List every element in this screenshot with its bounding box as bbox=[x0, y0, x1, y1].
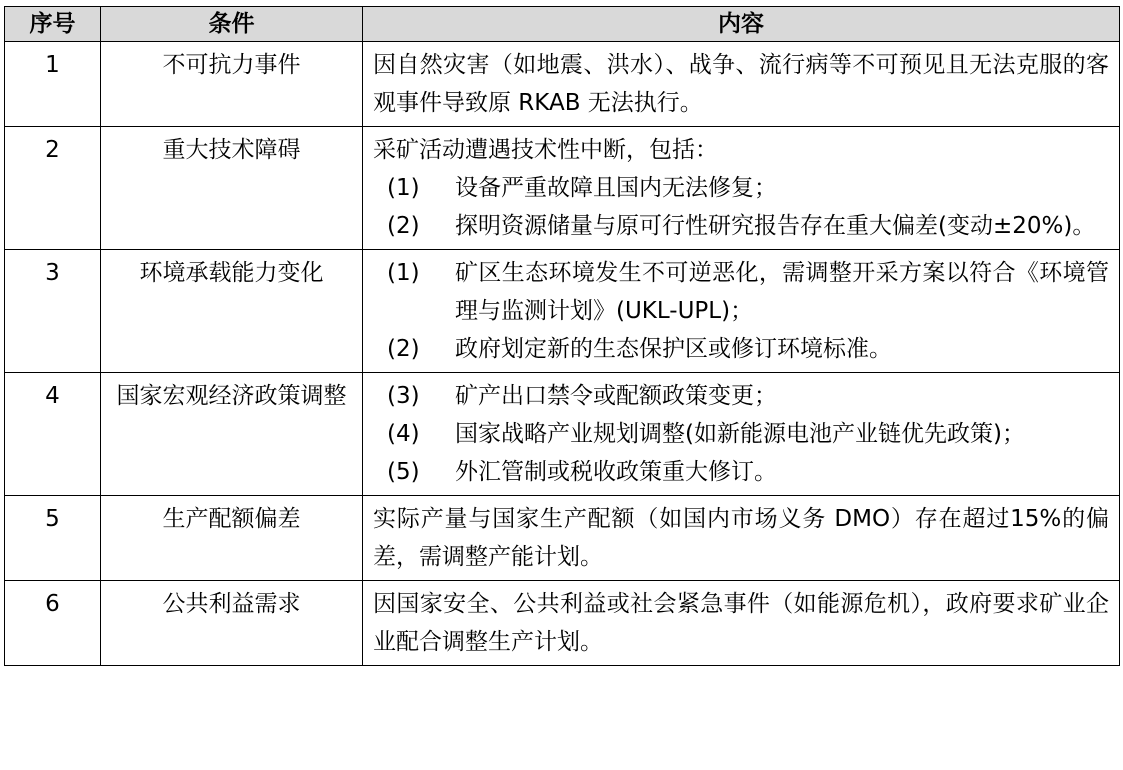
item-text: 探明资源储量与原可行性研究报告存在重大偏差(变动±20%)。 bbox=[455, 213, 1096, 239]
row-condition: 国家宏观经济政策调整 bbox=[101, 373, 363, 496]
row-content bbox=[363, 373, 1120, 496]
row-condition: 环境承载能力变化 bbox=[101, 250, 363, 373]
row-content: 因自然灾害（如地震、洪水）、战争、流行病等不可预见且无法克服的客观事件导致原 RKAB 无法执行。 bbox=[363, 42, 1120, 127]
header-content: 内容 bbox=[363, 7, 1120, 42]
item-marker: (3) bbox=[387, 383, 420, 409]
header-condition: 条件 bbox=[101, 7, 363, 42]
item-marker: (2) bbox=[387, 336, 420, 362]
row-condition: 生产配额偏差 bbox=[101, 496, 363, 581]
row-condition: 不可抗力事件 bbox=[101, 42, 363, 127]
list-item bbox=[373, 207, 1109, 245]
row-content bbox=[363, 127, 1120, 250]
row-content bbox=[363, 250, 1120, 373]
item-marker: (4) bbox=[387, 421, 420, 447]
table-row bbox=[5, 42, 1120, 127]
row-number: 1 bbox=[5, 42, 101, 127]
header-num: 序号 bbox=[5, 7, 101, 42]
conditions-table bbox=[4, 6, 1120, 666]
table-row bbox=[5, 373, 1120, 496]
table-row bbox=[5, 127, 1120, 250]
item-text: 政府划定新的生态保护区或修订环境标准。 bbox=[455, 336, 892, 362]
item-marker: (2) bbox=[387, 213, 420, 239]
list-item bbox=[373, 377, 1109, 415]
list-item bbox=[373, 169, 1109, 207]
content-intro: 采矿活动遭遇技术性中断，包括： bbox=[373, 137, 718, 163]
row-number: 3 bbox=[5, 250, 101, 373]
item-marker: (5) bbox=[387, 459, 420, 485]
row-number: 6 bbox=[5, 581, 101, 666]
item-text: 矿产出口禁令或配额政策变更； bbox=[455, 383, 777, 409]
row-content: 因国家安全、公共利益或社会紧急事件（如能源危机），政府要求矿业企业配合调整生产计划。 bbox=[363, 581, 1120, 666]
table-row bbox=[5, 250, 1120, 373]
row-number: 4 bbox=[5, 373, 101, 496]
list-item bbox=[373, 415, 1109, 453]
list-item bbox=[373, 254, 1109, 330]
item-marker: (1) bbox=[387, 260, 420, 286]
list-item bbox=[373, 453, 1109, 491]
item-text: 矿区生态环境发生不可逆恶化，需调整开采方案以符合《环境管理与监测计划》(UKL-UPL)； bbox=[455, 260, 1109, 324]
row-content: 实际产量与国家生产配额（如国内市场义务 DMO）存在超过15%的偏差，需调整产能计划。 bbox=[363, 496, 1120, 581]
row-condition: 重大技术障碍 bbox=[101, 127, 363, 250]
list-item bbox=[373, 330, 1109, 368]
item-marker: (1) bbox=[387, 175, 420, 201]
row-condition: 公共利益需求 bbox=[101, 581, 363, 666]
item-text: 设备严重故障且国内无法修复； bbox=[455, 175, 777, 201]
table-row bbox=[5, 496, 1120, 581]
table-row bbox=[5, 581, 1120, 666]
row-number: 2 bbox=[5, 127, 101, 250]
item-text: 国家战略产业规划调整(如新能源电池产业链优先政策)； bbox=[455, 421, 1025, 447]
header-row bbox=[5, 7, 1120, 42]
item-text: 外汇管制或税收政策重大修订。 bbox=[455, 459, 777, 485]
row-number: 5 bbox=[5, 496, 101, 581]
